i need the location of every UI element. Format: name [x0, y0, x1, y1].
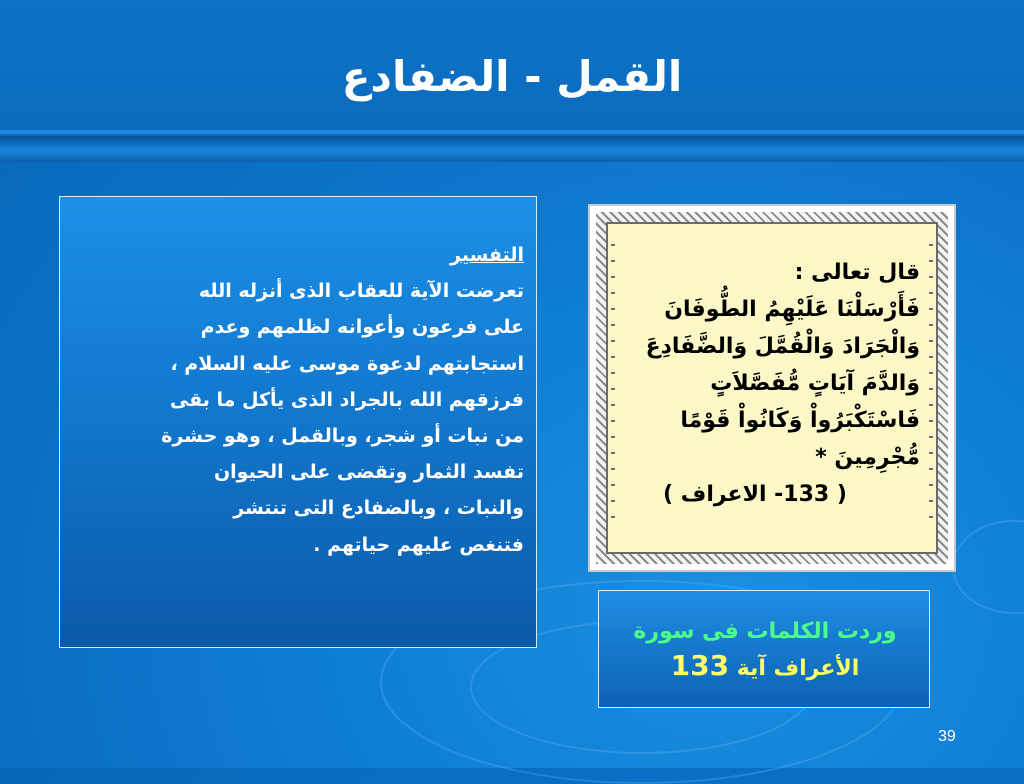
border-dots-decoration — [611, 244, 615, 532]
border-dots-decoration — [929, 244, 933, 532]
note-surah-text: الأعراف آية — [736, 656, 860, 681]
tafsir-line: فرزقهم الله بالجراد الذى يأكل ما بقى — [169, 388, 524, 411]
note-line-2 — [599, 649, 931, 686]
tafsir-line: تفسد الثمار وتقضى على الحيوان — [213, 461, 524, 484]
tafsir-line: استجابتهم لدعوة موسى عليه السلام ، — [170, 352, 524, 375]
note-line-1: وردت الكلمات فى سورة — [633, 619, 897, 644]
verse-reference: ( 133- الاعراف ) — [663, 482, 847, 507]
slide-title: القمل - الضفادع — [341, 52, 683, 101]
tafsir-line: من نبات أو شجر، وبالقمل ، وهو حشرة — [161, 425, 524, 448]
tafsir-line: فتنغص عليهم حياتهم . — [313, 533, 524, 556]
header-band — [0, 136, 1024, 162]
tafsir-text — [64, 237, 524, 563]
tafsir-box — [59, 196, 537, 648]
tafsir-line: والنبات ، وبالضفادع التى تنتشر — [233, 497, 524, 520]
water-ripple-decoration — [952, 520, 1024, 614]
verse-frame — [588, 204, 956, 572]
verse-line: فَأَرْسَلْنَا عَلَيْهِمُ الطُّوفَانَ — [664, 297, 920, 322]
verse-line: قال تعالى : — [794, 260, 920, 285]
note-text — [599, 615, 931, 686]
tafsir-line: على فرعون وأعوانه لظلمهم وعدم — [200, 316, 524, 339]
verse-line: وَالدَّمَ آيَاتٍ مُّفَصَّلاَتٍ — [710, 371, 920, 396]
note-box — [598, 590, 930, 708]
note-verse-number: 133 — [670, 649, 730, 682]
verse-panel — [606, 222, 938, 554]
page-number: 39 — [938, 728, 956, 745]
header-divider-line — [0, 130, 1024, 134]
tafsir-heading: التفسير — [450, 244, 524, 266]
verse-line: مُّجْرِمِينَ * — [815, 445, 920, 470]
verse-text — [630, 254, 920, 513]
verse-line: وَالْجَرَادَ وَالْقُمَّلَ وَالضَّفَادِعَ — [645, 334, 920, 359]
tafsir-line: تعرضت الآية للعقاب الذى أنزله الله — [198, 280, 524, 303]
verse-line: فَاسْتَكْبَرُواْ وَكَانُواْ قَوْمًا — [680, 408, 920, 433]
